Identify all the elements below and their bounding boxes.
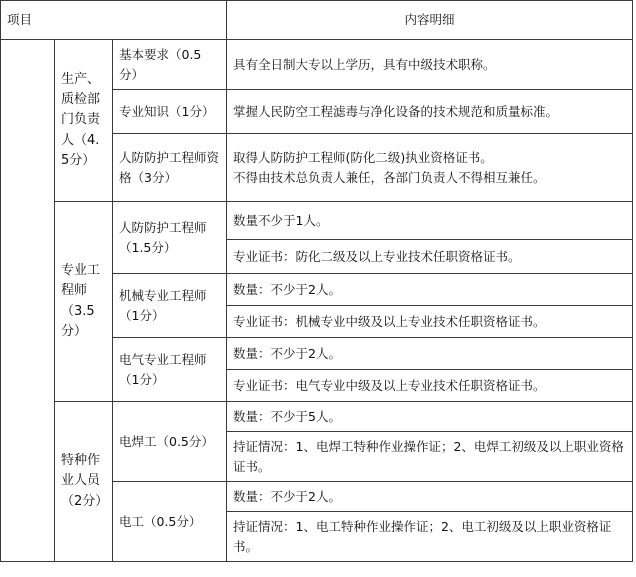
detail-text: 专业证书：机械专业中级及以上专业技术任职资格证书。: [227, 306, 633, 338]
detail-text: 数量：不少于2人。: [227, 482, 633, 512]
detail-text: 数量不少于1人。: [227, 202, 633, 240]
detail-text: 具有全日制大专以上学历，具有中级技术职称。: [227, 40, 633, 90]
group-label: 生产、质检部门负责人（4.5分）: [55, 40, 113, 202]
item-label: 人防防护工程师（1.5分）: [113, 202, 227, 274]
table-row: [1, 402, 633, 432]
header-row: [1, 1, 633, 40]
item-label: 电气专业工程师（1分）: [113, 338, 227, 402]
group-label: 专业工程师（3.5分）: [55, 202, 113, 402]
detail-text: 持证情况：1、电工特种作业操作证；2、电工初级及以上职业资格证书。: [227, 512, 633, 562]
detail-text: 数量：不少于2人。: [227, 338, 633, 370]
empty-category-cell: [1, 40, 55, 562]
detail-text: 数量：不少于2人。: [227, 274, 633, 306]
detail-text: 专业证书：防化二级及以上专业技术任职资格证书。: [227, 240, 633, 274]
item-label: 基本要求（0.5分）: [113, 40, 227, 90]
item-label: 机械专业工程师（1分）: [113, 274, 227, 338]
header-item: 项目: [1, 1, 227, 40]
item-label: 人防防护工程师资格（3分）: [113, 134, 227, 202]
table-row: [1, 202, 633, 240]
detail-text: 持证情况：1、电焊工特种作业操作证；2、电焊工初级及以上职业资格证书。: [227, 432, 633, 482]
detail-text: 取得人防防护工程师(防化二级)执业资格证书。 不得由技术总负责人兼任，各部门负责人不得相互兼任。: [227, 134, 633, 202]
detail-text: 专业证书：电气专业中级及以上专业技术任职资格证书。: [227, 370, 633, 402]
group-label: 特种作业人员（2分）: [55, 402, 113, 562]
detail-text: 掌握人民防空工程滤毒与净化设备的技术规范和质量标准。: [227, 90, 633, 134]
detail-text: 数量：不少于5人。: [227, 402, 633, 432]
header-detail: 内容明细: [227, 1, 633, 40]
item-label: 电工（0.5分）: [113, 482, 227, 562]
item-label: 专业知识（1分）: [113, 90, 227, 134]
table-row: [1, 40, 633, 90]
item-label: 电焊工（0.5分）: [113, 402, 227, 482]
